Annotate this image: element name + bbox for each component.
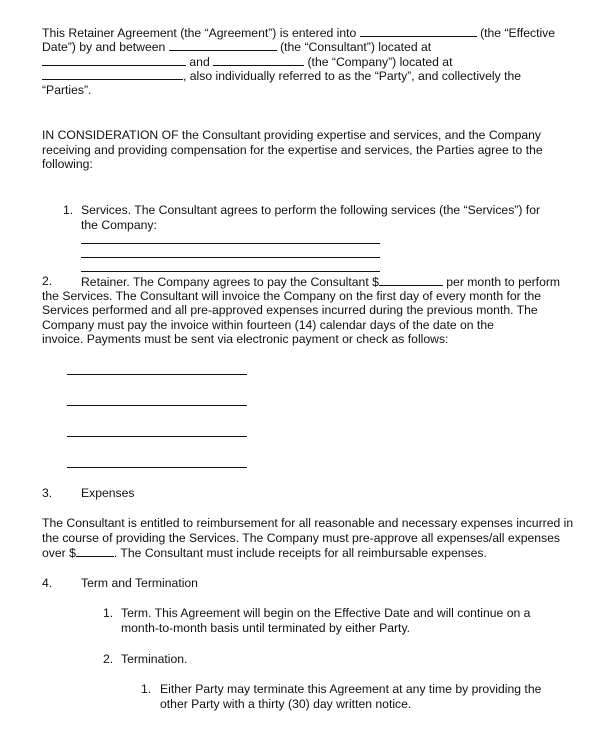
- termination-number: 2.: [103, 652, 114, 666]
- expenses-heading: Expenses: [81, 486, 135, 500]
- retainer-line-2: the Services. The Consultant will invoice the Company on the first day of every month for the: [42, 289, 542, 303]
- term-line-2: month-to-month basis until terminated by either Party.: [121, 621, 411, 635]
- termination-sub-line-2: other Party with a thirty (30) day written notice.: [160, 697, 412, 711]
- term-termination-heading: Term and Termination: [81, 576, 198, 590]
- retainer-number: 2.: [42, 274, 53, 288]
- intro-text: , also individually referred to as the “Party”, and collectively the: [183, 69, 522, 83]
- retainer-line-5: invoice. Payments must be sent via electronic payment or check as follows:: [42, 332, 449, 346]
- expenses-number: 3.: [42, 486, 53, 500]
- consultant-name-blank[interactable]: [169, 39, 277, 51]
- monthly-fee-blank[interactable]: [379, 274, 443, 286]
- retainer-text: Retainer. The Company agrees to pay the Consultant $: [81, 275, 379, 289]
- intro-text: (the “Consultant”) located at: [276, 40, 432, 54]
- intro-text: and: [186, 55, 214, 69]
- consultant-address-blank[interactable]: [42, 54, 186, 66]
- payment-blank-line-4[interactable]: [67, 467, 247, 468]
- termination-heading: Termination.: [121, 652, 188, 666]
- services-text: Services. The Consultant agrees to perform the following services (the “Services”) for the Company:: [81, 203, 541, 232]
- expenses-line-3: [42, 545, 487, 561]
- retainer-line-4: Company must pay the invoice within fourteen (14) calendar days of the date on the: [42, 318, 494, 332]
- payment-blank-line-2[interactable]: [67, 405, 247, 406]
- expenses-text: over $: [42, 546, 76, 560]
- intro-line-2: [42, 39, 431, 55]
- expenses-text: . The Consultant must include receipts for all reimbursable expenses.: [113, 546, 487, 560]
- effective-date-blank[interactable]: [360, 25, 477, 37]
- services-blank-line-3[interactable]: [81, 271, 380, 272]
- intro-line-4: [42, 68, 521, 84]
- company-name-blank[interactable]: [213, 54, 304, 66]
- intro-text: This Retainer Agreement (the “Agreement”) is entered into: [42, 26, 360, 40]
- termination-sub-line-1: Either Party may terminate this Agreement at any time by providing the: [160, 682, 542, 696]
- payment-blank-line-1[interactable]: [67, 374, 247, 375]
- intro-text: Date”) by and between: [42, 40, 169, 54]
- termination-sub-number: 1.: [141, 682, 152, 696]
- term-termination-number: 4.: [42, 576, 53, 590]
- term-line-1: Term. This Agreement will begin on the Effective Date and will continue on a: [121, 606, 531, 620]
- term-number: 1.: [103, 606, 114, 620]
- services-blank-line-1[interactable]: [81, 243, 380, 244]
- retainer-text: per month to perform: [442, 275, 561, 289]
- retainer-line-3: Services performed and all pre-approved expenses incurred during the previous month. The: [42, 303, 538, 317]
- intro-text: “Parties”.: [42, 83, 92, 97]
- expense-limit-blank[interactable]: [76, 545, 114, 557]
- expenses-line-2: the course of providing the Services. The Company must pre-approve all expenses/all expenses: [42, 531, 561, 545]
- services-blank-line-2[interactable]: [81, 257, 380, 258]
- expenses-line-1: The Consultant is entitled to reimbursement for all reasonable and necessary expenses incurred in: [42, 516, 574, 530]
- intro-line-5: [42, 83, 91, 98]
- intro-text: (the “Effective: [476, 26, 556, 40]
- consideration-paragraph: IN CONSIDERATION OF the Consultant providing expertise and services, and the Company receiving and providing compensation for the expertise and services, the Parties agree to the following:: [42, 128, 543, 171]
- intro-text: (the “Company”) located at: [304, 55, 453, 69]
- payment-blank-line-3[interactable]: [67, 436, 247, 437]
- services-number: 1.: [63, 203, 74, 217]
- retainer-line-1: [81, 274, 560, 290]
- company-address-blank[interactable]: [42, 68, 183, 80]
